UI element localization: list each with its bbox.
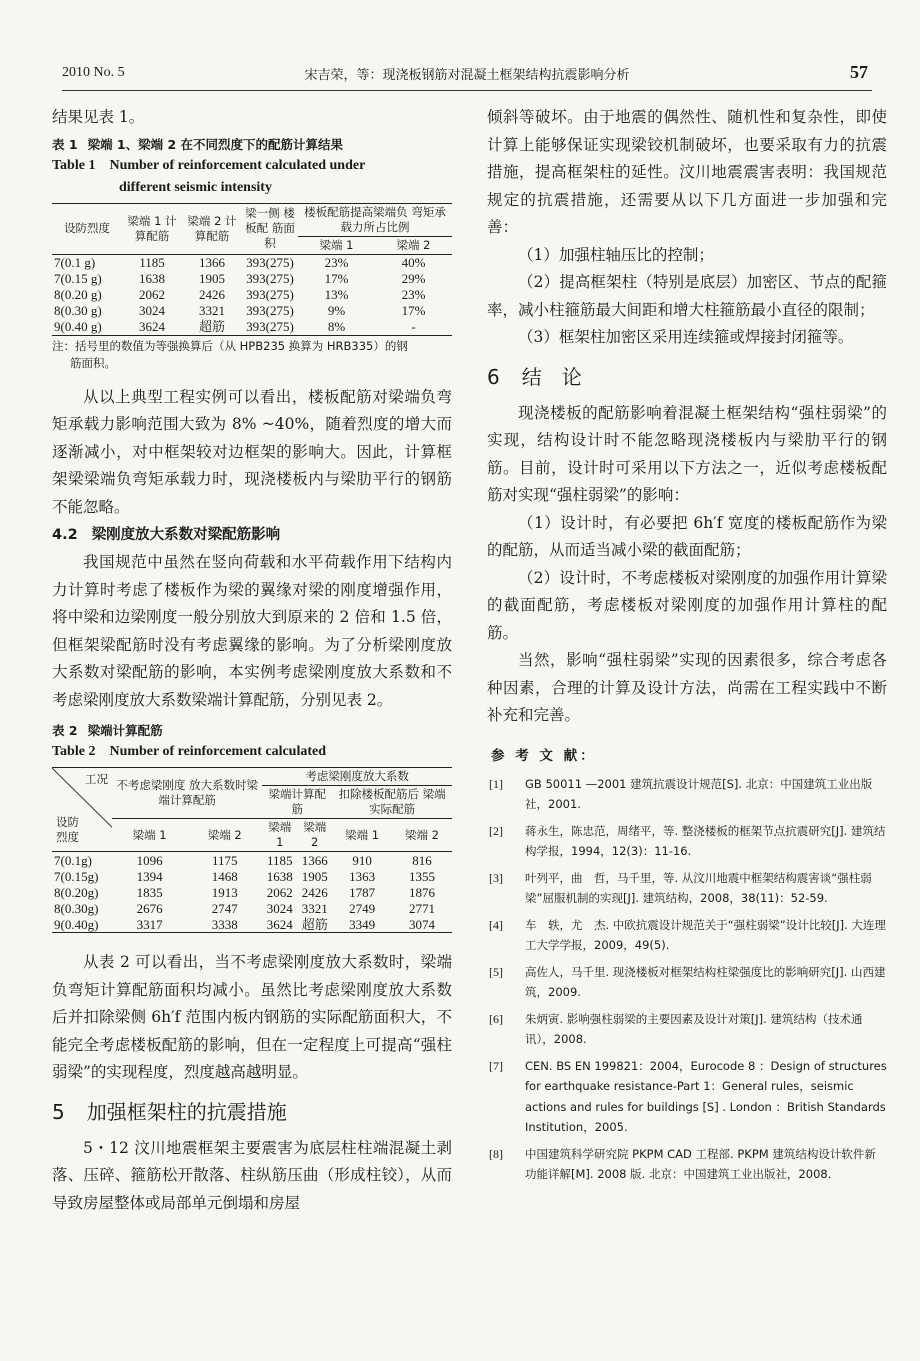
- paragraph: 我国规范中虽然在竖向荷载和水平荷载作用下结构内力计算时考虑了楼板作为梁的翼缘对梁的刚度增强作用，将中梁和边梁刚度一般分别放大到原来的 2 倍和 1.5 倍，但框架梁配筋时没有考虑翼缘的影响。为了分析梁刚度放大系数对梁配筋的影响，本实例考虑梁刚度放大系数和不考虑梁刚度放大系数梁端计算配筋，分别见表 2。: [52, 553, 452, 709]
- article-running-title: 宋吉荣，等：现浇板钢筋对混凝土框架结构抗震影响分析: [304, 68, 630, 83]
- list-item: （2）设计时，不考虑楼板对梁刚度的加强作用计算梁的截面配筋，考虑楼板对梁刚度的加强作用计算柱的配筋。: [487, 568, 887, 642]
- reference-number: [8]: [489, 1146, 503, 1161]
- table-cell: 1394: [136, 868, 163, 884]
- table2-caption-en: Table 2 Number of reinforcement calculated: [52, 744, 327, 759]
- table-cell: 8(0.30 g): [54, 303, 102, 318]
- reference-item: [487, 774, 887, 815]
- table-cell: 3317: [136, 916, 163, 932]
- table-cell: 393(275): [246, 255, 294, 270]
- table-cell: 29%: [401, 271, 426, 286]
- table-cell: 2771: [409, 900, 436, 916]
- table2-caption-zh: 表 2 梁端计算配筋: [52, 723, 163, 738]
- reference-number: [1]: [489, 776, 503, 791]
- table-cell: 1185: [267, 852, 293, 868]
- table-row: [52, 287, 452, 303]
- section-6-heading: 6 结 论: [487, 364, 582, 389]
- intro-text: 结果见表 1。: [52, 108, 145, 126]
- table-cell: 3624: [139, 319, 165, 334]
- table1-header-slab-area: 梁一侧 楼板配 筋面积: [242, 203, 298, 254]
- reference-item: [487, 1056, 887, 1138]
- table2-header-e2: 梁端 2: [392, 819, 452, 852]
- table1-header-intensity: 设防烈度: [52, 203, 122, 254]
- running-head: [62, 62, 872, 91]
- table-row: [52, 852, 452, 869]
- table-cell: 1366: [301, 852, 328, 868]
- table-cell: 8(0.20g): [54, 884, 99, 900]
- table-cell: 1363: [349, 868, 376, 884]
- issue-label: 2010 No. 5: [62, 65, 125, 80]
- table-cell: 1876: [409, 884, 436, 900]
- table2-header-case: 工况: [85, 772, 108, 786]
- table-cell: 9%: [327, 303, 346, 318]
- reference-text: CEN. BS EN 199821：2004，Eurocode 8 ：Design of structures for earthquake resistance-Part 1：General rules，seismic actions and rules for buildings [S] . London ：British Standards Institution，2005.: [525, 1058, 887, 1134]
- table-cell: 7(0.15 g): [54, 271, 102, 286]
- reference-text: 中国建筑科学研究院 PKPM CAD 工程部. PKPM 建筑结构设计软件新功能详解[M]. 2008 版. 北京：中国建筑工业出版社，2008.: [525, 1146, 876, 1181]
- table-cell: 1185: [139, 255, 165, 270]
- table-cell: 1638: [139, 271, 165, 286]
- table-cell: 9(0.40 g): [54, 319, 102, 334]
- table-cell: -: [411, 319, 416, 334]
- table2-header-e2: 梁端 2: [297, 819, 332, 852]
- reference-item: [487, 1144, 887, 1185]
- section-4-2-heading: 4.2 梁刚度放大系数对梁配筋影响: [52, 527, 281, 543]
- reference-text: 车 轶，尤 杰. 中欧抗震设计规范关于“强柱弱梁”设计比较[J]. 大连理工大学学报，2009，49(5).: [525, 917, 886, 952]
- table-cell: 23%: [401, 287, 426, 302]
- right-column: [487, 104, 887, 1191]
- table1-caption-en: Table 1 Number of reinforcement calculated under different seismic intensity: [52, 157, 366, 195]
- table-cell: 17%: [401, 303, 426, 318]
- paragraph: 倾斜等破坏。由于地震的偶然性、随机性和复杂性，即使计算上能够保证实现梁铰机制破坏，也要采取有力的抗震措施，提高框架柱的延性。汶川地震震害表明：我国规范规定的抗震措施，还需要从以下几方面进一步加强和完善：: [487, 108, 887, 236]
- table1-header-end2: 梁端 2 计算配筋: [182, 203, 242, 254]
- table-cell: 1096: [136, 852, 163, 868]
- table-cell: 1787: [349, 884, 376, 900]
- reference-text: 蒋永生，陈忠范，周绪平，等. 整浇楼板的框架节点抗震研究[J]. 建筑结构学报，1994，12(3)：11-16.: [525, 823, 886, 858]
- table-row: [52, 916, 452, 933]
- table-cell: 2426: [199, 287, 225, 302]
- table-cell: 2747: [211, 900, 238, 916]
- list-item: （3）框架柱加密区采用连续箍或焊接封闭箍等。: [518, 328, 854, 346]
- table-cell: 3624: [266, 916, 293, 932]
- reference-item: [487, 915, 887, 956]
- table-cell: 1366: [199, 255, 225, 270]
- table-cell: 1468: [211, 868, 238, 884]
- table-row: [52, 303, 452, 319]
- left-column: [52, 104, 452, 1217]
- table-cell: 1913: [211, 884, 238, 900]
- references-title: 参 考 文 献：: [491, 747, 597, 764]
- table1-header-ratio-end1: 梁端 1: [298, 236, 375, 254]
- table-cell: 910: [352, 852, 372, 868]
- paragraph: 5・12 汶川地震框架主要震害为底层柱柱端混凝土剥落、压碎、箍筋松开散落、柱纵筋压曲（形成柱铰），从而导致房屋整体或局部单元倒塌和房屋: [52, 1138, 452, 1212]
- table-cell: 393(275): [246, 319, 294, 334]
- table-cell: 3321: [301, 900, 328, 916]
- table-row: [52, 254, 452, 271]
- table2-header-e1: 梁端 1: [332, 819, 392, 852]
- table2-header-intensity: 设防 烈度: [56, 815, 79, 844]
- page-number: 57: [850, 62, 868, 82]
- table-cell: 3349: [349, 916, 376, 932]
- table2-header-e1: 梁端 1: [112, 819, 187, 852]
- reference-number: [2]: [489, 823, 503, 838]
- reference-text: 朱炳寅. 影响强柱弱梁的主要因素及设计对策[J]. 建筑结构（技术通讯），2008.: [525, 1011, 863, 1046]
- list-item: （1）加强柱轴压比的控制；: [518, 245, 714, 264]
- table-cell: 40%: [401, 255, 426, 270]
- table1-header-ratio: 楼板配筋提高梁端负 弯矩承载力所占比例: [298, 203, 452, 236]
- table-cell: 7(0.1 g): [54, 255, 96, 270]
- list-item: （2）提高框架柱（特别是底层）加密区、节点的配箍率，减小柱箍筋最大间距和增大柱箍筋最小直径的限制；: [487, 273, 887, 319]
- table-cell: 1905: [301, 868, 328, 884]
- table-cell: 2062: [139, 287, 165, 302]
- table2-header-with-deduct: 扣除楼板配筋后 梁端实际配筋: [332, 786, 452, 819]
- paragraph: 现浇楼板的配筋影响着混凝土框架结构“强柱弱梁”的实现，结构设计时不能忽略现浇楼板内与梁肋平行的钢筋。目前，设计时可采用以下方法之一，近似考虑楼板配筋对实现“强柱弱梁”的影响：: [487, 403, 887, 504]
- table-cell: 2062: [266, 884, 293, 900]
- table-cell: 23%: [324, 255, 349, 270]
- table-cell: 8(0.20 g): [54, 287, 102, 302]
- table-row: [52, 884, 452, 900]
- table-cell: 3024: [139, 303, 165, 318]
- table-cell: 1835: [136, 884, 163, 900]
- table2: [52, 767, 452, 933]
- section-5-heading: 5 加强框架柱的抗震措施: [52, 1099, 287, 1124]
- table-cell: 393(275): [246, 271, 294, 286]
- table-cell: 7(0.1g): [54, 852, 92, 868]
- table-cell: 3024: [266, 900, 293, 916]
- table-cell: 17%: [324, 271, 349, 286]
- table2-header-no-factor: 不考虑梁刚度 放大系数时梁 端计算配筋: [112, 768, 262, 819]
- table2-header-with-factor: 考虑梁刚度放大系数: [262, 768, 452, 786]
- table-cell: 1175: [211, 852, 238, 868]
- table-cell: 3074: [409, 916, 436, 932]
- table-cell: 9(0.40g): [54, 916, 99, 932]
- reference-text: 高佐人，马千里. 现浇楼板对框架结构柱梁强度比的影响研究[J]. 山西建筑，2009.: [525, 964, 886, 999]
- reference-number: [4]: [489, 917, 503, 932]
- table-cell: 1638: [266, 868, 293, 884]
- table1: [52, 203, 452, 336]
- table1-header-ratio-end2: 梁端 2: [375, 236, 452, 254]
- table-cell: 超筋: [301, 916, 328, 932]
- table-cell: 393(275): [246, 303, 294, 318]
- reference-number: [7]: [489, 1058, 503, 1073]
- table-cell: 8%: [327, 319, 346, 334]
- table-cell: 1905: [199, 271, 225, 286]
- reference-text: GB 50011 —2001 建筑抗震设计规范[S]. 北京：中国建筑工业出版社，2001.: [525, 776, 873, 811]
- table-row: [52, 900, 452, 916]
- table2-header-e1: 梁端 1: [262, 819, 297, 852]
- table-cell: 816: [412, 852, 432, 868]
- table-cell: 1355: [409, 868, 436, 884]
- table-cell: 393(275): [246, 287, 294, 302]
- reference-item: [487, 868, 887, 909]
- table1-note: 注：括号里的数值为等强换算后（从 HPB235 换算为 HRB335）的钢 筋面积。: [52, 338, 408, 370]
- table2-header-with-calc: 梁端计算配筋: [262, 786, 332, 819]
- table1-caption-zh: 表 1 梁端 1、梁端 2 在不同烈度下的配筋计算结果: [52, 136, 344, 152]
- reference-number: [3]: [489, 870, 503, 885]
- table-cell: 2426: [301, 884, 328, 900]
- reference-item: [487, 1009, 887, 1050]
- table-row: [52, 271, 452, 287]
- table-cell: 3321: [199, 303, 225, 318]
- list-item: （1）设计时，有必要把 6h′f 宽度的楼板配筋作为梁的配筋，从而适当减小梁的截面配筋；: [487, 513, 887, 559]
- reference-text: 叶列平，曲 哲，马千里，等. 从汶川地震中框架结构震害谈“强柱弱梁”屈服机制的实现[J]. 建筑结构，2008，38(11)：52-59.: [525, 870, 872, 905]
- table-cell: 2676: [136, 900, 163, 916]
- reference-item: [487, 962, 887, 1003]
- table-row: [52, 319, 452, 336]
- table-cell: 7(0.15g): [54, 868, 99, 884]
- paragraph: 从表 2 可以看出，当不考虑梁刚度放大系数时，梁端负弯矩计算配筋面积均减小。虽然比考虑梁刚度放大系数后并扣除梁侧 6h′f 范围内板内钢筋的实际配筋面积大，不能完全考虑楼板配筋的影响，但在一定程度上可提高“强柱弱梁”的实现程度，烈度越高越明显。: [52, 953, 452, 1081]
- table-cell: 8(0.30g): [54, 900, 99, 916]
- table-cell: 超筋: [198, 319, 225, 334]
- table2-corner-header: [52, 768, 112, 852]
- table-row: [52, 868, 452, 884]
- table-cell: 13%: [324, 287, 349, 302]
- references-list: [487, 774, 887, 1185]
- table1-header-end1: 梁端 1 计算配筋: [122, 203, 182, 254]
- table2-header-e2: 梁端 2: [187, 819, 262, 852]
- paragraph: 当然，影响“强柱弱梁”实现的因素很多，综合考虑各种因素，合理的计算及设计方法，尚需在工程实践中不断补充和完善。: [487, 651, 887, 724]
- reference-item: [487, 821, 887, 862]
- reference-number: [5]: [489, 964, 503, 979]
- reference-number: [6]: [489, 1011, 503, 1026]
- paragraph: 从以上典型工程实例可以看出，楼板配筋对梁端负弯矩承载力影响范围大致为 8% ~40%，随着烈度的增大而逐渐减小，对中框架较对边框架的影响大。因此，计算框架梁梁端负弯矩承载力时，现浇楼板内与梁肋平行的钢筋不能忽略。: [52, 387, 452, 516]
- table-cell: 2749: [349, 900, 376, 916]
- table-cell: 3338: [211, 916, 238, 932]
